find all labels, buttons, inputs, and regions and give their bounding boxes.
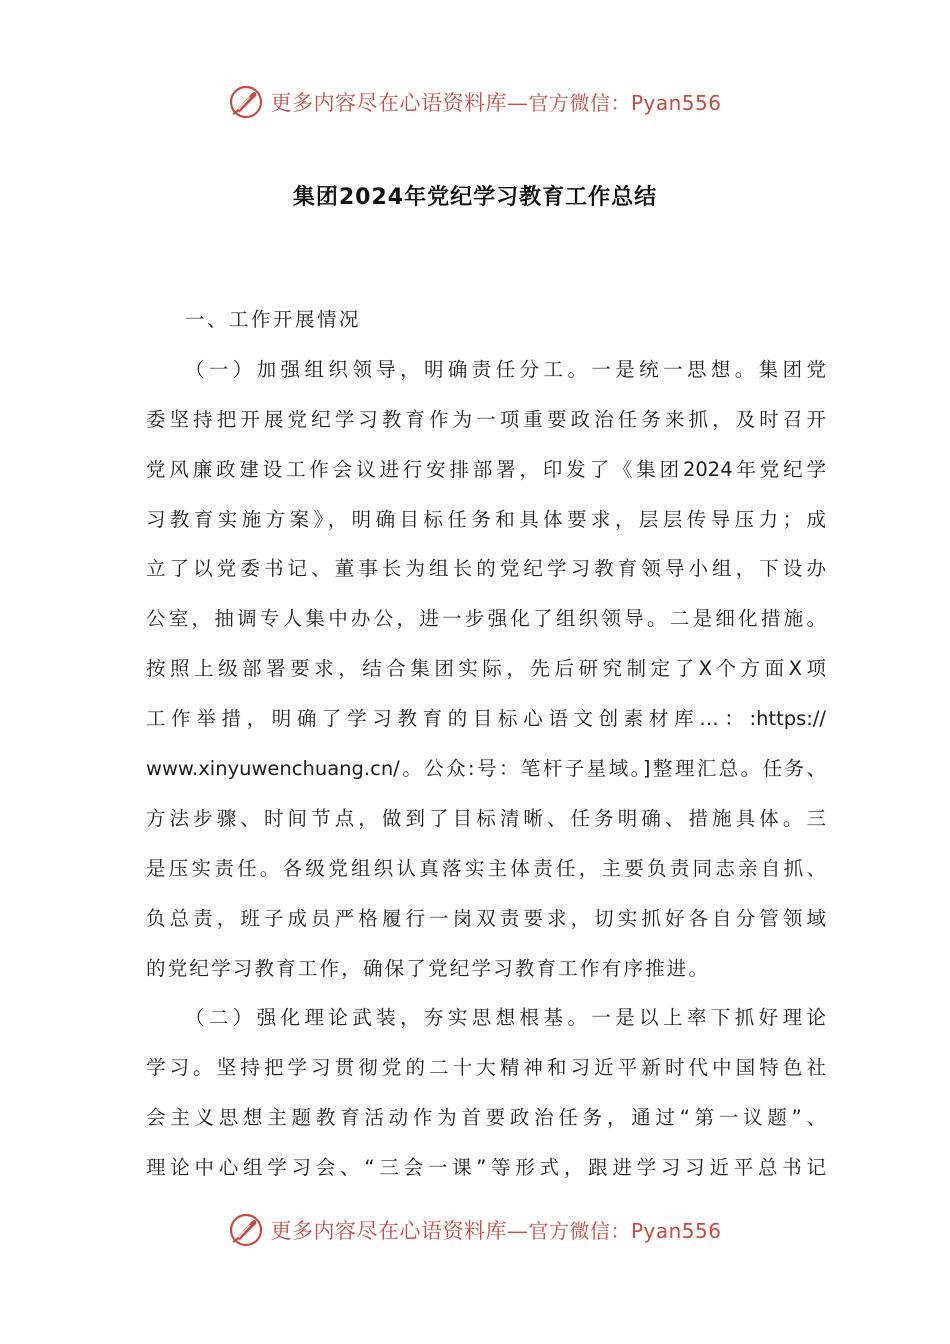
- section-heading: 一、工作开展情况: [185, 308, 362, 331]
- paragraph-line: 公室，抽调专人集中办公，进一步强化了组织领导。二是细化措施。: [146, 607, 826, 631]
- paragraph-line: 方法步骤、时间节点，做到了目标清晰、任务明确、措施具体。三: [146, 806, 826, 830]
- paragraph-line: （二）强化理论武装，夯实思想根基。一是以上率下抓好理论: [185, 1006, 826, 1030]
- quill-pen-logo-icon: [228, 1212, 264, 1248]
- paragraph-line: 立了以党委书记、董事长为组长的党纪学习教育领导小组，下设办: [146, 557, 826, 581]
- quill-pen-logo-icon: [228, 84, 264, 120]
- paragraph-line: 的党纪学习教育工作，确保了党纪学习教育工作有序推进。: [146, 956, 711, 980]
- watermark-wechat-text: 官方微信：Pyan556: [528, 1219, 722, 1243]
- document-body: [146, 300, 826, 1198]
- paragraph-line: www.xinyuwenchuang.cn/。公众:号：笔杆子星域。]整理汇总。任务、: [146, 757, 826, 781]
- watermark-separator: —: [506, 1219, 529, 1243]
- paragraph-line: （一）加强组织领导，明确责任分工。一是统一思想。集团党: [185, 357, 826, 381]
- watermark-separator: —: [506, 91, 529, 115]
- watermark-wechat-text: 官方微信：Pyan556: [528, 91, 722, 115]
- paragraph-line: 是压实责任。各级党组织认真落实主体责任，主要负责同志亲自抓、: [146, 856, 826, 880]
- paragraph-line: 会主义思想主题教育活动作为首要政治任务，通过“第一议题”、: [146, 1106, 826, 1130]
- watermark-main-text: 更多内容尽在心语资料库: [270, 1219, 507, 1243]
- paragraph-line: 工作举措，明确了学习教育的目标心语文创素材库…：:https://: [146, 707, 826, 731]
- bottom-watermark-banner: [0, 1210, 950, 1250]
- paragraph-line: 委坚持把开展党纪学习教育作为一项重要政治任务来抓，及时召开: [146, 407, 826, 431]
- watermark-main-text: 更多内容尽在心语资料库: [270, 91, 507, 115]
- document-title: 集团2024年党纪学习教育工作总结: [292, 185, 658, 210]
- watermark-text: [270, 87, 721, 117]
- paragraph-line: 习教育实施方案》，明确目标任务和具体要求，层层传导压力；成: [146, 507, 826, 531]
- watermark-text: [270, 1215, 721, 1245]
- paragraph-line: 学习。坚持把学习贯彻党的二十大精神和习近平新时代中国特色社: [146, 1056, 826, 1080]
- paragraph-line: 理论中心组学习会、“三会一课”等形式，跟进学习习近平总书记: [146, 1156, 826, 1180]
- top-watermark-banner: [0, 82, 950, 122]
- paragraph-line: 负总责，班子成员严格履行一岗双责要求，切实抓好各自分管领域: [146, 906, 826, 930]
- paragraph-line: 党风廉政建设工作会议进行安排部署，印发了《集团2024年党纪学: [146, 457, 826, 481]
- paragraph-line: 按照上级部署要求，结合集团实际，先后研究制定了X个方面X项: [146, 657, 826, 681]
